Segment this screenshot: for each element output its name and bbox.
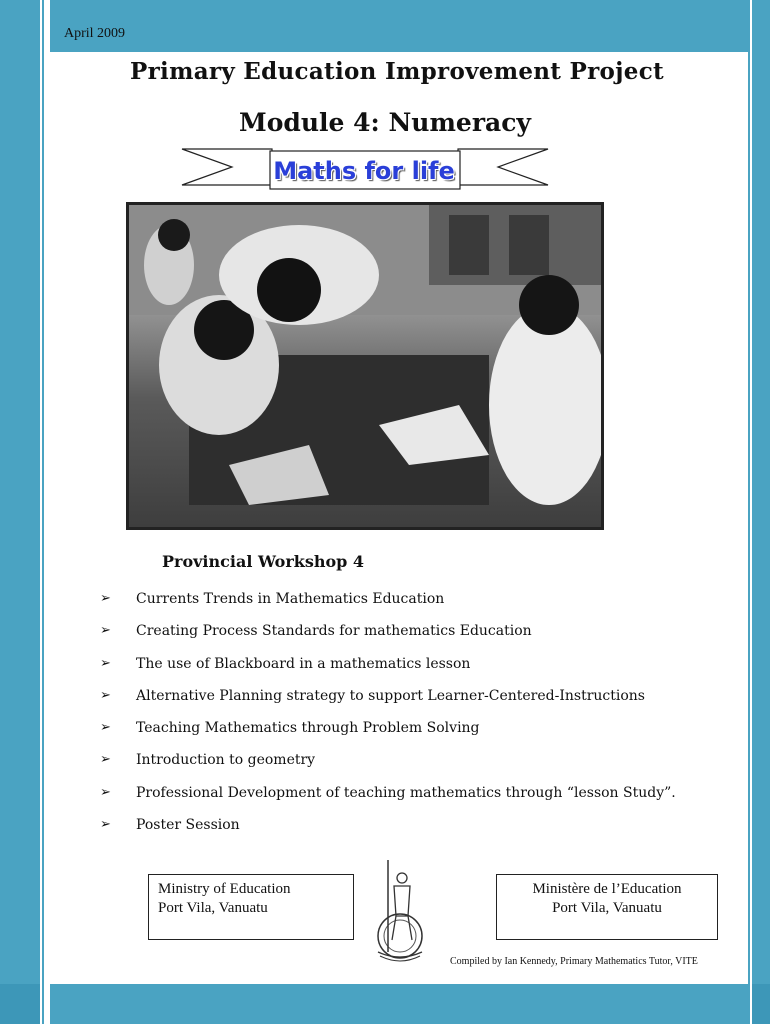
banner-text: Maths for life (273, 157, 455, 185)
list-item: ➢ Creating Process Standards for mathematics Education (100, 623, 532, 640)
bottom-frame-bar (50, 984, 748, 1024)
arrowhead-bullet-icon: ➢ (100, 591, 111, 606)
right-frame-line (748, 0, 750, 1024)
list-item: ➢ Teaching Mathematics through Problem Solving (100, 720, 480, 737)
list-item: ➢ Currents Trends in Mathematics Education (100, 591, 445, 607)
arrowhead-bullet-icon: ➢ (100, 623, 111, 639)
list-item: ➢ Introduction to geometry (100, 752, 316, 769)
right-frame-bar (752, 0, 770, 1024)
arrowhead-bullet-icon: ➢ (100, 687, 111, 703)
arrowhead-bullet-icon: ➢ (100, 752, 111, 768)
list-item: ➢ Alternative Planning strategy to support Learner-Centered-Instructions (100, 687, 645, 704)
left-frame-line (42, 0, 44, 1024)
ministry-box-french (496, 874, 718, 940)
module-title: Module 4: Numeracy (239, 108, 531, 137)
arrowhead-bullet-icon: ➢ (100, 720, 111, 736)
list-item: ➢ Poster Session (100, 817, 240, 834)
ministry-name-french: Ministère de l’Education (532, 881, 682, 897)
ministry-location-english: Port Vila, Vanuatu (158, 900, 268, 916)
ministry-box-english (148, 874, 354, 940)
top-frame-bar (50, 0, 748, 52)
arrowhead-bullet-icon: ➢ (100, 784, 111, 800)
list-item: ➢ The use of Blackboard in a mathematics lesson (100, 655, 471, 672)
bottom-left-frame-block (0, 984, 40, 1024)
vanuatu-coat-of-arms-icon (358, 856, 442, 966)
left-frame-bar (0, 0, 40, 1024)
publication-date: April 2009 (64, 26, 126, 41)
ministry-location-french: Port Vila, Vanuatu (552, 900, 662, 916)
arrowhead-bullet-icon: ➢ (100, 655, 111, 671)
bottom-right-frame-block (752, 984, 770, 1024)
ministry-name-english: Ministry of Education (158, 881, 291, 897)
arrowhead-bullet-icon: ➢ (100, 817, 111, 833)
project-title: Primary Education Improvement Project (130, 58, 664, 85)
compiled-by-credit: Compiled by Ian Kennedy, Primary Mathematics Tutor, VITE (450, 956, 698, 967)
classroom-photo (126, 202, 604, 530)
workshop-heading: Provincial Workshop 4 (162, 552, 365, 571)
list-item: ➢ Professional Development of teaching mathematics through “lesson Study”. (100, 784, 676, 801)
topic-list (100, 589, 676, 847)
